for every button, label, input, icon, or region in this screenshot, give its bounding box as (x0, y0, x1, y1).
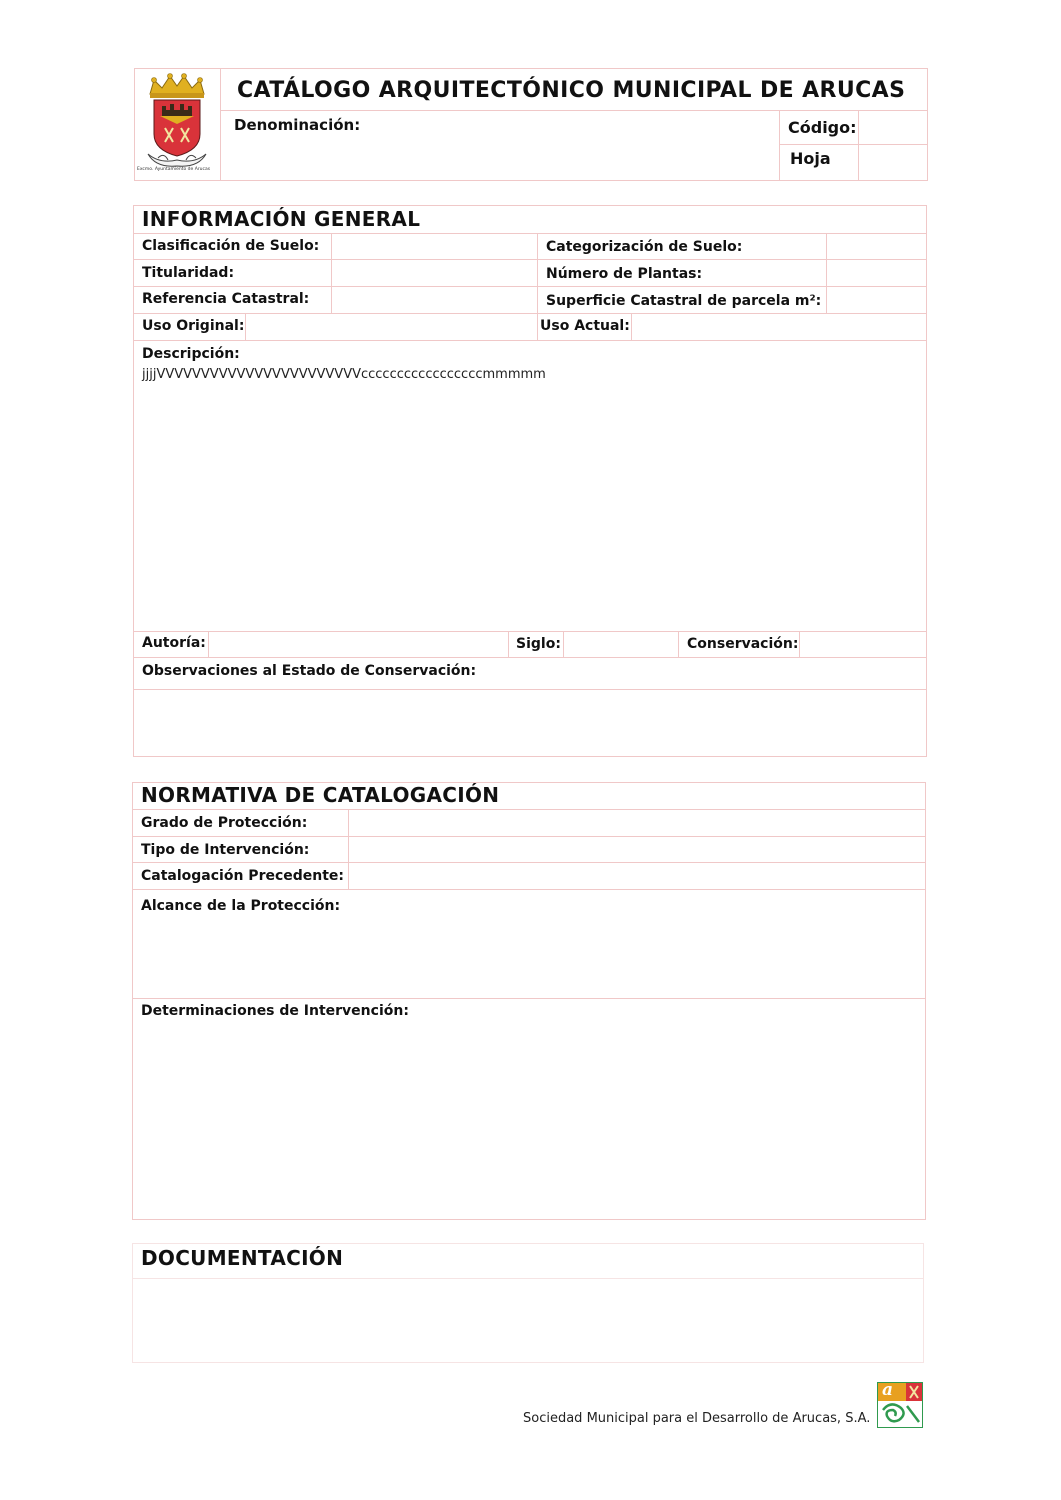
grado-field[interactable] (350, 811, 924, 835)
superficie-label: Superficie Catastral de parcela m²: (546, 293, 822, 309)
normativa-heading: NORMATIVA DE CATALOGACIÓN (141, 783, 500, 807)
norm-row-line-4 (132, 889, 926, 890)
determinaciones-field[interactable] (134, 1024, 924, 1218)
conservacion-field[interactable] (801, 633, 925, 656)
page-title: CATÁLOGO ARQUITECTÓNICO MUNICIPAL DE ARUCAS (237, 78, 906, 103)
conservacion-label: Conservación: (687, 636, 799, 652)
uso-actual-label: Uso Actual: (540, 318, 630, 334)
observaciones-label: Observaciones al Estado de Conservación: (142, 663, 477, 679)
referencia-label: Referencia Catastral: (142, 291, 310, 307)
header-code-divider (779, 110, 780, 181)
uso-original-label: Uso Original: (142, 318, 245, 334)
norm-row-line-3 (132, 862, 926, 863)
superficie-field[interactable] (828, 288, 925, 312)
clasificacion-label: Clasificación de Suelo: (142, 238, 320, 254)
siglo-divider-a (508, 631, 509, 657)
norm-row-line-5 (132, 998, 926, 999)
info-general-heading: INFORMACIÓN GENERAL (142, 207, 421, 231)
titularidad-field[interactable] (333, 261, 535, 285)
categorizacion-label: Categorización de Suelo: (546, 239, 743, 255)
tipo-label: Tipo de Intervención: (141, 842, 310, 858)
info-col-line-e (631, 313, 632, 340)
catalogacion-label: Catalogación Precedente: (141, 868, 345, 884)
determinaciones-label: Determinaciones de Intervención: (141, 1003, 409, 1019)
logo-caption: Excmo. Ayuntamiento de Arucas (137, 167, 211, 172)
footer-company-name: Sociedad Municipal para el Desarrollo de Arucas, S.A. (523, 1411, 871, 1426)
tipo-field[interactable] (350, 838, 924, 861)
alcance-label: Alcance de la Protección: (141, 898, 341, 914)
observaciones-field[interactable] (135, 691, 925, 755)
header-title-divider (220, 110, 928, 111)
norm-row-line-1 (132, 809, 926, 810)
header-code-row-divider (779, 144, 928, 145)
header-logo-divider (220, 68, 221, 181)
arucas-coat-of-arms-logo (140, 72, 214, 176)
siglo-field[interactable] (565, 633, 676, 656)
sociedad-logo-letter: a (882, 1380, 894, 1400)
info-col-line-a (331, 233, 332, 313)
info-row-line-7 (133, 657, 927, 658)
titularidad-label: Titularidad: (142, 265, 235, 281)
info-row-line-8 (133, 689, 927, 690)
conservacion-divider-a (678, 631, 679, 657)
doc-row-line (132, 1278, 924, 1279)
coat-of-arms-icon (140, 72, 214, 176)
conservacion-divider-b (799, 631, 800, 657)
plantas-field[interactable] (828, 261, 925, 285)
codigo-field[interactable] (860, 111, 926, 143)
norm-col-line (348, 809, 349, 889)
alcance-field[interactable] (134, 918, 924, 996)
siglo-label: Siglo: (516, 636, 561, 652)
descripcion-value[interactable]: jjjjVVVVVVVVVVVVVVVVVVVVVVVcccccccccccccccccmmmmm (142, 367, 546, 382)
header-code-value-divider (858, 110, 859, 181)
clasificacion-field[interactable] (333, 235, 535, 258)
autoria-label: Autoría: (142, 635, 206, 651)
autoria-divider (208, 631, 209, 657)
documentacion-field[interactable] (134, 1280, 922, 1361)
siglo-divider-b (563, 631, 564, 657)
norm-row-line-2 (132, 836, 926, 837)
uso-original-field[interactable] (247, 315, 535, 339)
info-row-line-5 (133, 340, 927, 341)
info-row-line-4 (133, 313, 927, 314)
info-row-line-6 (133, 631, 927, 632)
uso-actual-field[interactable] (633, 315, 925, 339)
info-col-line-b (537, 233, 538, 340)
categorizacion-field[interactable] (828, 235, 925, 258)
info-row-line-1 (133, 233, 927, 234)
catalogacion-field[interactable] (350, 864, 924, 888)
info-row-line-3 (133, 286, 927, 287)
denominacion-field[interactable] (362, 112, 776, 178)
plantas-label: Número de Plantas: (546, 266, 703, 282)
hoja-label: Hoja (790, 149, 831, 168)
hoja-field[interactable] (860, 146, 926, 179)
referencia-field[interactable] (333, 288, 535, 312)
codigo-label: Código: (788, 118, 857, 137)
sociedad-logo (877, 1382, 923, 1428)
documentacion-heading: DOCUMENTACIÓN (141, 1246, 344, 1270)
info-row-line-2 (133, 259, 927, 260)
info-col-line-d (245, 313, 246, 340)
denominacion-label: Denominación: (234, 116, 361, 134)
info-col-line-c (826, 233, 827, 313)
descripcion-label: Descripción: (142, 346, 240, 362)
grado-label: Grado de Protección: (141, 815, 308, 831)
autoria-field[interactable] (210, 633, 506, 656)
